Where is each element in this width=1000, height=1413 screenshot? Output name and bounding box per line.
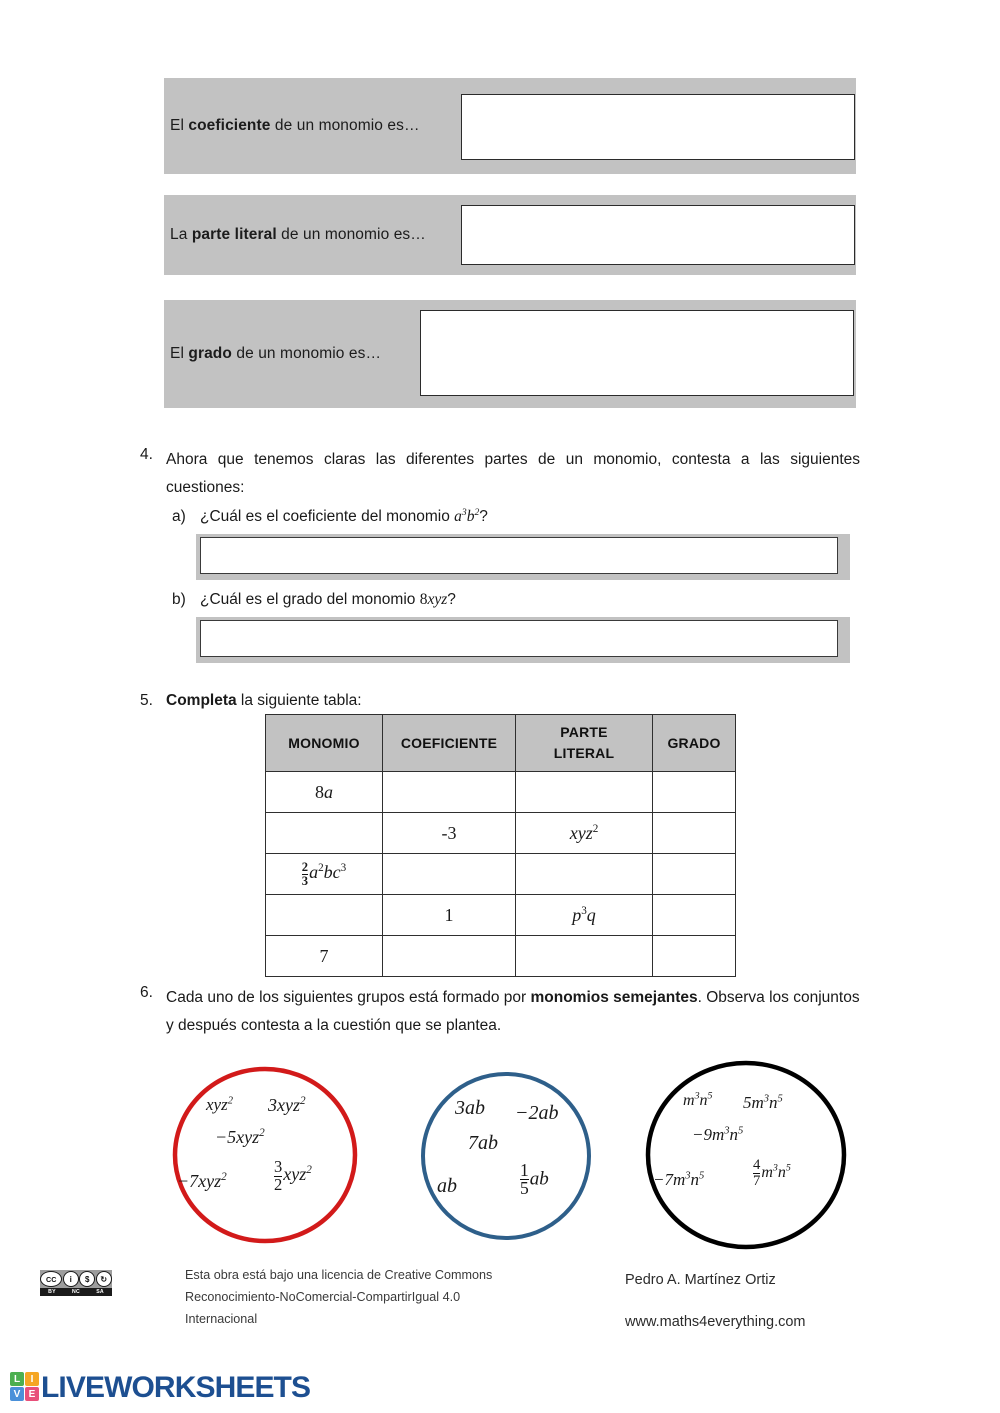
cell-monomio-2[interactable] bbox=[266, 813, 383, 854]
black-term-5: $\frac{4}{7}$ $m^3n^5$ bbox=[753, 1157, 791, 1189]
website-link[interactable]: www.maths4everything.com bbox=[625, 1314, 806, 1330]
monomials-table bbox=[265, 714, 736, 977]
question-5-text bbox=[166, 692, 362, 710]
table-header-grado: GRADO bbox=[653, 715, 736, 772]
cell-coeficiente-2: -3 bbox=[383, 813, 516, 854]
cell-grado-3[interactable] bbox=[653, 854, 736, 895]
cell-monomio-4[interactable] bbox=[266, 895, 383, 936]
blue-term-1: 3ab bbox=[455, 1097, 485, 1119]
logo-tile-grid bbox=[10, 1372, 40, 1402]
table-row bbox=[266, 936, 736, 977]
license-line-2: Reconocimiento-NoComercial-CompartirIgual 4.0 bbox=[185, 1290, 461, 1304]
question-6-number: 6. bbox=[140, 984, 153, 1001]
cell-coeficiente-1[interactable] bbox=[383, 772, 516, 813]
cell-parte-literal-4: $p^3q$ bbox=[516, 895, 653, 936]
logo-wordmark: LIVEWORKSHEETS bbox=[41, 1371, 311, 1404]
cell-coeficiente-4: 1 bbox=[383, 895, 516, 936]
blue-term-5: $\frac{1}{5}$ ab bbox=[520, 1160, 549, 1199]
liveworksheets-logo bbox=[10, 1371, 311, 1406]
black-circle-outline bbox=[648, 1063, 844, 1247]
definition-answer-input-grado[interactable] bbox=[420, 310, 854, 396]
sa-icon: ↻ bbox=[96, 1271, 112, 1287]
cell-monomio-3: $\frac{2}{3}$ $a^2bc^3$ bbox=[266, 854, 383, 895]
question-6-text-before: Cada uno de los siguientes grupos está formado por bbox=[166, 989, 531, 1006]
question-4a-text bbox=[200, 508, 488, 526]
definition-prefix: La bbox=[170, 226, 192, 243]
table-row bbox=[266, 772, 736, 813]
question-4b-text bbox=[200, 591, 456, 609]
cc-label-sa: SA bbox=[96, 1289, 104, 1295]
definition-suffix: de un monomio es… bbox=[276, 226, 426, 243]
cell-grado-2[interactable] bbox=[653, 813, 736, 854]
table-row bbox=[266, 813, 736, 854]
definition-answer-input-parte-literal[interactable] bbox=[461, 205, 855, 265]
red-term-1: xyz$^2$ bbox=[206, 1095, 233, 1114]
cc-label-by: BY bbox=[48, 1289, 56, 1295]
nc-icon: $ bbox=[79, 1271, 95, 1287]
table-header-monomio: MONOMIO bbox=[266, 715, 383, 772]
monomial-group-blue bbox=[420, 1070, 592, 1242]
question-4a-text-after: ? bbox=[479, 508, 488, 525]
red-circle-outline bbox=[175, 1069, 355, 1241]
black-term-3: $-9m^3n^5$ bbox=[692, 1125, 744, 1144]
blue-term-3: 7ab bbox=[468, 1132, 498, 1154]
cell-grado-1[interactable] bbox=[653, 772, 736, 813]
table-header-row bbox=[266, 715, 736, 772]
cell-coeficiente-5[interactable] bbox=[383, 936, 516, 977]
cc-label-nc: NC bbox=[72, 1289, 80, 1295]
definition-prefix: El bbox=[170, 345, 189, 362]
question-5-rest: la siguiente tabla: bbox=[236, 692, 362, 709]
question-4a-label: a) bbox=[172, 508, 186, 525]
logo-tile-e: E bbox=[25, 1387, 39, 1401]
table-row bbox=[266, 854, 736, 895]
red-term-3: −5xyz$^2$ bbox=[215, 1127, 265, 1147]
question-4a-monomial: $a^3b^2$ bbox=[454, 506, 480, 525]
question-5-number: 5. bbox=[140, 692, 153, 709]
logo-tile-i: I bbox=[25, 1372, 39, 1386]
logo-tile-l: L bbox=[10, 1372, 24, 1386]
logo-tile-v: V bbox=[10, 1387, 24, 1401]
table-row bbox=[266, 895, 736, 936]
question-6-text-after: . Observa los conjuntos y después contesta a la cuestión que se plantea. bbox=[166, 989, 860, 1034]
question-6-text bbox=[166, 984, 860, 1040]
question-4b-text-before: ¿Cuál es el grado del monomio bbox=[200, 591, 420, 608]
cell-monomio-5: 7 bbox=[266, 936, 383, 977]
question-4b-text-after: ? bbox=[447, 591, 456, 608]
cc-icon: CC bbox=[40, 1271, 62, 1287]
question-4-text: Ahora que tenemos claras las diferentes partes de un monomio, contesta a las siguientes cuestiones: bbox=[166, 451, 860, 496]
fraction-two-thirds: $\frac{2}{3}$ bbox=[301, 859, 309, 888]
cell-parte-literal-3[interactable] bbox=[516, 854, 653, 895]
question-4b-answer-input[interactable] bbox=[200, 620, 838, 657]
cell-monomio-1: 8a bbox=[266, 772, 383, 813]
license-line-1: Esta obra está bajo una licencia de Creative Commons bbox=[185, 1268, 493, 1282]
question-4a-answer-input[interactable] bbox=[200, 537, 838, 574]
cell-parte-literal-2: xyz$^2$ bbox=[516, 813, 653, 854]
cell-parte-literal-1[interactable] bbox=[516, 772, 653, 813]
definition-prefix: El bbox=[170, 117, 189, 134]
blue-term-4: ab bbox=[437, 1175, 457, 1197]
author-name: Pedro A. Martínez Ortiz bbox=[625, 1272, 776, 1288]
red-term-2: 3xyz$^2$ bbox=[268, 1095, 306, 1115]
definition-label-grado bbox=[164, 345, 381, 363]
definition-suffix: de un monomio es… bbox=[270, 117, 420, 134]
cc-badge-icons bbox=[40, 1270, 112, 1288]
definition-suffix: de un monomio es… bbox=[231, 345, 382, 362]
cc-badge-labels bbox=[40, 1288, 112, 1296]
definition-label-parte-literal bbox=[164, 226, 426, 244]
definition-bold-term: grado bbox=[188, 345, 232, 362]
fraction-three-halves: $\frac{3}{2}$ bbox=[274, 1157, 283, 1194]
question-5-bold: Completa bbox=[166, 692, 237, 709]
question-4b-label: b) bbox=[172, 591, 186, 608]
cell-grado-5[interactable] bbox=[653, 936, 736, 977]
fraction-four-sevenths: $\frac{4}{7}$ bbox=[753, 1157, 761, 1189]
definition-answer-input-coeficiente[interactable] bbox=[461, 94, 855, 160]
question-4b-monomial: 8xyz bbox=[419, 591, 448, 608]
table-header-parte-literal: PARTE LITERAL bbox=[516, 715, 653, 772]
definition-bold-term: parte literal bbox=[191, 226, 277, 243]
blue-circle-outline bbox=[423, 1074, 589, 1238]
monomial-group-black bbox=[645, 1060, 847, 1250]
fraction-one-fifth: $\frac{1}{5}$ bbox=[520, 1160, 529, 1199]
cell-parte-literal-5[interactable] bbox=[516, 936, 653, 977]
red-term-4: −7xyz$^2$ bbox=[177, 1171, 227, 1191]
definition-bold-term: coeficiente bbox=[188, 117, 271, 134]
question-6-bold: monomios semejantes bbox=[530, 989, 698, 1006]
question-4-number: 4. bbox=[140, 446, 153, 463]
definition-label-coeficiente bbox=[164, 117, 420, 135]
by-icon: i bbox=[63, 1271, 79, 1287]
creative-commons-badge bbox=[40, 1270, 112, 1296]
monomial-group-red bbox=[170, 1065, 360, 1245]
question-4a-text-before: ¿Cuál es el coeficiente del monomio bbox=[200, 508, 455, 525]
table-header-coeficiente: COEFICIENTE bbox=[383, 715, 516, 772]
red-term-5: $\frac{3}{2}$ xyz$^2$ bbox=[274, 1157, 312, 1194]
license-line-3: Internacional bbox=[185, 1312, 258, 1326]
cell-grado-4[interactable] bbox=[653, 895, 736, 936]
cell-coeficiente-3[interactable] bbox=[383, 854, 516, 895]
blue-term-2: −2ab bbox=[515, 1102, 559, 1124]
black-term-2: $5m^3n^5$ bbox=[743, 1093, 783, 1112]
black-term-4: $-7m^3n^5$ bbox=[653, 1170, 705, 1189]
black-term-1: $m^3n^5$ bbox=[683, 1090, 713, 1109]
